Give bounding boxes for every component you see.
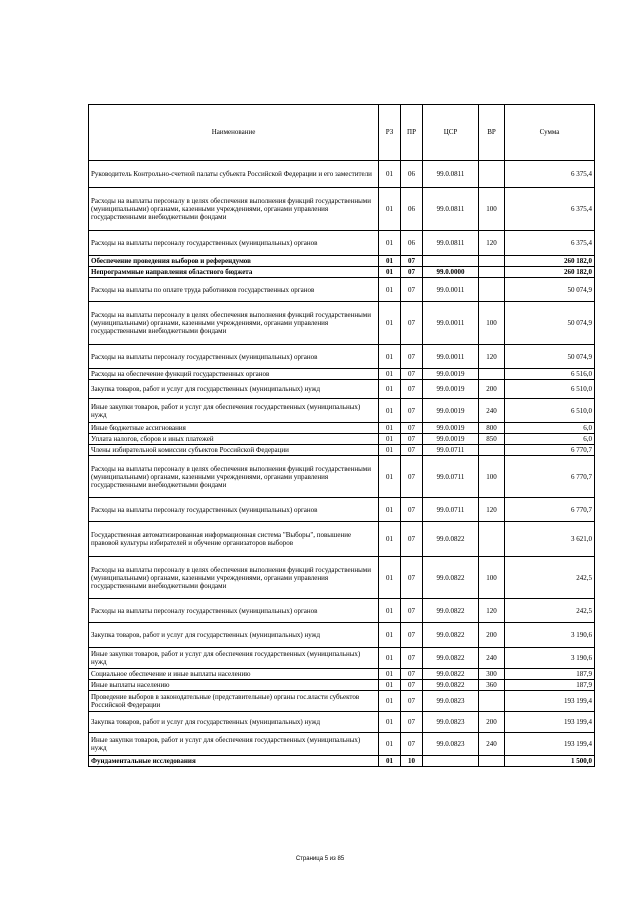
cell-name: Расходы на выплаты персоналу государственных (муниципальных) органов bbox=[89, 231, 379, 256]
cell-vr: 120 bbox=[479, 498, 505, 522]
cell-pr: 10 bbox=[401, 756, 423, 767]
cell-sum: 3 621,0 bbox=[505, 522, 595, 557]
cell-rz: 01 bbox=[379, 256, 401, 267]
cell-vr bbox=[479, 161, 505, 188]
cell-name: Иные закупки товаров, работ и услуг для обеспечения государственных (муниципальных) нужд bbox=[89, 648, 379, 669]
cell-csr: 99.0.0822 bbox=[423, 648, 479, 669]
cell-csr: 99.0.0822 bbox=[423, 680, 479, 691]
table-row bbox=[89, 369, 595, 380]
cell-rz: 01 bbox=[379, 712, 401, 733]
cell-sum: 6 516,0 bbox=[505, 369, 595, 380]
cell-csr: 99.0.0823 bbox=[423, 691, 479, 712]
cell-name: Расходы на выплаты персоналу в целях обеспечения выполнения функций государственными (муниципальными) органами, казенными учреждениями, органами управления государственными внебюджетными фондами bbox=[89, 557, 379, 599]
table-row bbox=[89, 680, 595, 691]
cell-pr: 07 bbox=[401, 369, 423, 380]
header-csr: ЦСР bbox=[423, 105, 479, 161]
cell-rz: 01 bbox=[379, 599, 401, 623]
cell-vr: 200 bbox=[479, 380, 505, 399]
cell-csr: 99.0.0019 bbox=[423, 369, 479, 380]
budget-table bbox=[88, 104, 595, 767]
table-row bbox=[89, 599, 595, 623]
cell-sum: 50 074,9 bbox=[505, 302, 595, 345]
cell-rz: 01 bbox=[379, 161, 401, 188]
cell-name: Уплата налогов, сборов и иных платежей bbox=[89, 434, 379, 445]
cell-vr: 100 bbox=[479, 456, 505, 498]
cell-vr bbox=[479, 369, 505, 380]
cell-vr: 240 bbox=[479, 733, 505, 756]
cell-vr: 360 bbox=[479, 680, 505, 691]
cell-name: Фундаментальные исследования bbox=[89, 756, 379, 767]
cell-csr: 99.0.0711 bbox=[423, 445, 479, 456]
cell-name: Закупка товаров, работ и услуг для государственных (муниципальных) нужд bbox=[89, 712, 379, 733]
cell-name: Члены избирательной комиссии субъектов Российской Федерации bbox=[89, 445, 379, 456]
cell-vr bbox=[479, 691, 505, 712]
cell-sum: 6,0 bbox=[505, 434, 595, 445]
cell-pr: 07 bbox=[401, 498, 423, 522]
cell-pr: 07 bbox=[401, 648, 423, 669]
table-row bbox=[89, 733, 595, 756]
cell-sum: 6 375,4 bbox=[505, 188, 595, 231]
cell-name: Расходы на выплаты персоналу государственных (муниципальных) органов bbox=[89, 599, 379, 623]
table-row bbox=[89, 498, 595, 522]
cell-pr: 07 bbox=[401, 733, 423, 756]
cell-csr: 99.0.0011 bbox=[423, 302, 479, 345]
cell-csr: 99.0.0711 bbox=[423, 456, 479, 498]
cell-rz: 01 bbox=[379, 680, 401, 691]
cell-rz: 01 bbox=[379, 345, 401, 369]
table-row bbox=[89, 345, 595, 369]
cell-csr: 99.0.0011 bbox=[423, 345, 479, 369]
cell-sum: 6 770,7 bbox=[505, 456, 595, 498]
cell-csr: 99.0.0822 bbox=[423, 557, 479, 599]
cell-name: Иные закупки товаров, работ и услуг для обеспечения государственных (муниципальных) нужд bbox=[89, 733, 379, 756]
cell-sum: 6 510,0 bbox=[505, 399, 595, 423]
cell-sum: 50 074,9 bbox=[505, 345, 595, 369]
cell-pr: 07 bbox=[401, 434, 423, 445]
cell-pr: 07 bbox=[401, 599, 423, 623]
cell-sum: 193 199,4 bbox=[505, 733, 595, 756]
cell-rz: 01 bbox=[379, 691, 401, 712]
cell-name: Расходы на выплаты персоналу в целях обеспечения выполнения функций государственными (муниципальными) органами, казенными учреждениями, органами управления государственными внебюджетными фондами bbox=[89, 302, 379, 345]
cell-vr: 800 bbox=[479, 423, 505, 434]
cell-csr bbox=[423, 256, 479, 267]
cell-pr: 07 bbox=[401, 302, 423, 345]
cell-pr: 07 bbox=[401, 445, 423, 456]
cell-pr: 07 bbox=[401, 691, 423, 712]
cell-csr: 99.0.0019 bbox=[423, 399, 479, 423]
cell-pr: 07 bbox=[401, 522, 423, 557]
cell-pr: 06 bbox=[401, 161, 423, 188]
cell-pr: 07 bbox=[401, 680, 423, 691]
cell-csr: 99.0.0822 bbox=[423, 623, 479, 648]
cell-rz: 01 bbox=[379, 623, 401, 648]
cell-sum: 260 182,0 bbox=[505, 267, 595, 278]
cell-rz: 01 bbox=[379, 188, 401, 231]
cell-rz: 01 bbox=[379, 399, 401, 423]
cell-vr bbox=[479, 256, 505, 267]
cell-sum: 193 199,4 bbox=[505, 691, 595, 712]
cell-csr: 99.0.0711 bbox=[423, 498, 479, 522]
cell-csr: 99.0.0019 bbox=[423, 423, 479, 434]
table-row bbox=[89, 423, 595, 434]
table-row bbox=[89, 669, 595, 680]
cell-name: Руководитель Контрольно-счетной палаты субъекта Российской Федерации и его заместители bbox=[89, 161, 379, 188]
cell-rz: 01 bbox=[379, 302, 401, 345]
cell-vr: 300 bbox=[479, 669, 505, 680]
cell-vr: 200 bbox=[479, 712, 505, 733]
cell-name: Непрограммные направления областного бюджета bbox=[89, 267, 379, 278]
table-body bbox=[89, 161, 595, 767]
table-row bbox=[89, 557, 595, 599]
cell-csr: 99.0.0011 bbox=[423, 278, 479, 302]
cell-vr: 850 bbox=[479, 434, 505, 445]
cell-name: Расходы на выплаты персоналу в целях обеспечения выполнения функций государственными (муниципальными) органами, казенными учреждениями, органами управления государственными внебюджетными фондами bbox=[89, 456, 379, 498]
cell-sum: 3 190,6 bbox=[505, 648, 595, 669]
cell-csr bbox=[423, 756, 479, 767]
cell-name: Иные закупки товаров, работ и услуг для обеспечения государственных (муниципальных) нужд bbox=[89, 399, 379, 423]
cell-pr: 07 bbox=[401, 345, 423, 369]
cell-name: Государственная автоматизированная информационная система "Выборы", повышение правовой культуры избирателей и обучение организаторов выборов bbox=[89, 522, 379, 557]
cell-csr: 99.0.0822 bbox=[423, 669, 479, 680]
cell-csr: 99.0.0019 bbox=[423, 380, 479, 399]
cell-rz: 01 bbox=[379, 423, 401, 434]
cell-rz: 01 bbox=[379, 456, 401, 498]
cell-name: Иные выплаты населению bbox=[89, 680, 379, 691]
cell-vr: 240 bbox=[479, 399, 505, 423]
cell-vr bbox=[479, 267, 505, 278]
table-row bbox=[89, 522, 595, 557]
cell-rz: 01 bbox=[379, 278, 401, 302]
cell-pr: 07 bbox=[401, 380, 423, 399]
cell-rz: 01 bbox=[379, 498, 401, 522]
cell-sum: 260 182,0 bbox=[505, 256, 595, 267]
cell-csr: 99.0.0811 bbox=[423, 231, 479, 256]
cell-pr: 06 bbox=[401, 188, 423, 231]
cell-vr: 120 bbox=[479, 599, 505, 623]
table-row bbox=[89, 231, 595, 256]
table-row bbox=[89, 302, 595, 345]
cell-csr: 99.0.0823 bbox=[423, 712, 479, 733]
cell-sum: 3 190,6 bbox=[505, 623, 595, 648]
cell-csr: 99.0.0019 bbox=[423, 434, 479, 445]
cell-rz: 01 bbox=[379, 434, 401, 445]
cell-name: Расходы на выплаты по оплате труда работников государственных органов bbox=[89, 278, 379, 302]
cell-pr: 07 bbox=[401, 623, 423, 648]
cell-csr: 99.0.0000 bbox=[423, 267, 479, 278]
table-row bbox=[89, 161, 595, 188]
table-row bbox=[89, 445, 595, 456]
cell-vr: 100 bbox=[479, 188, 505, 231]
cell-sum: 6 770,7 bbox=[505, 445, 595, 456]
cell-pr: 07 bbox=[401, 278, 423, 302]
table-row bbox=[89, 434, 595, 445]
cell-rz: 01 bbox=[379, 522, 401, 557]
cell-csr: 99.0.0822 bbox=[423, 599, 479, 623]
cell-rz: 01 bbox=[379, 369, 401, 380]
table-row bbox=[89, 648, 595, 669]
table-row bbox=[89, 380, 595, 399]
cell-pr: 07 bbox=[401, 712, 423, 733]
table-row bbox=[89, 456, 595, 498]
cell-sum: 193 199,4 bbox=[505, 712, 595, 733]
cell-csr: 99.0.0811 bbox=[423, 188, 479, 231]
cell-vr bbox=[479, 522, 505, 557]
cell-name: Расходы на выплаты персоналу государственных (муниципальных) органов bbox=[89, 345, 379, 369]
cell-pr: 07 bbox=[401, 423, 423, 434]
cell-rz: 01 bbox=[379, 733, 401, 756]
header-name: Наименование bbox=[89, 105, 379, 161]
cell-rz: 01 bbox=[379, 669, 401, 680]
header-pr: ПР bbox=[401, 105, 423, 161]
cell-name: Расходы на выплаты персоналу государственных (муниципальных) органов bbox=[89, 498, 379, 522]
cell-vr bbox=[479, 756, 505, 767]
cell-vr: 200 bbox=[479, 623, 505, 648]
cell-vr bbox=[479, 278, 505, 302]
cell-pr: 07 bbox=[401, 557, 423, 599]
table-row bbox=[89, 399, 595, 423]
cell-vr: 240 bbox=[479, 648, 505, 669]
table-row bbox=[89, 691, 595, 712]
table-row bbox=[89, 267, 595, 278]
cell-sum: 6 375,4 bbox=[505, 231, 595, 256]
cell-csr: 99.0.0811 bbox=[423, 161, 479, 188]
header-sum: Сумма bbox=[505, 105, 595, 161]
table-row bbox=[89, 756, 595, 767]
cell-pr: 07 bbox=[401, 399, 423, 423]
cell-vr bbox=[479, 445, 505, 456]
cell-pr: 07 bbox=[401, 669, 423, 680]
cell-sum: 187,9 bbox=[505, 680, 595, 691]
cell-name: Закупка товаров, работ и услуг для государственных (муниципальных) нужд bbox=[89, 380, 379, 399]
cell-sum: 187,9 bbox=[505, 669, 595, 680]
cell-name: Проведение выборов в законодательные (представительные) органы гос.власти субъектов Российской Федерации bbox=[89, 691, 379, 712]
cell-vr: 120 bbox=[479, 345, 505, 369]
cell-name: Расходы на обеспечение функций государственных органов bbox=[89, 369, 379, 380]
cell-sum: 6 770,7 bbox=[505, 498, 595, 522]
cell-sum: 6 510,0 bbox=[505, 380, 595, 399]
cell-pr: 07 bbox=[401, 456, 423, 498]
table-row bbox=[89, 256, 595, 267]
page-number: Страница 5 из 85 bbox=[295, 856, 345, 862]
cell-pr: 07 bbox=[401, 256, 423, 267]
cell-csr: 99.0.0822 bbox=[423, 522, 479, 557]
header-vr: ВР bbox=[479, 105, 505, 161]
table-row bbox=[89, 712, 595, 733]
cell-rz: 01 bbox=[379, 267, 401, 278]
table-header-row bbox=[89, 105, 595, 161]
cell-rz: 01 bbox=[379, 380, 401, 399]
cell-sum: 6 375,4 bbox=[505, 161, 595, 188]
cell-sum: 1 500,0 bbox=[505, 756, 595, 767]
cell-csr: 99.0.0823 bbox=[423, 733, 479, 756]
cell-name: Иные бюджетные ассигнования bbox=[89, 423, 379, 434]
cell-name: Обеспечение проведения выборов и референдумов bbox=[89, 256, 379, 267]
cell-sum: 242,5 bbox=[505, 557, 595, 599]
cell-sum: 6,0 bbox=[505, 423, 595, 434]
cell-rz: 01 bbox=[379, 648, 401, 669]
cell-name: Социальное обеспечение и иные выплаты населению bbox=[89, 669, 379, 680]
cell-sum: 242,5 bbox=[505, 599, 595, 623]
cell-name: Расходы на выплаты персоналу в целях обеспечения выполнения функций государственными (муниципальными) органами, казенными учреждениями, органами управления государственными внебюджетными фондами bbox=[89, 188, 379, 231]
table-row bbox=[89, 278, 595, 302]
cell-rz: 01 bbox=[379, 756, 401, 767]
cell-vr: 100 bbox=[479, 302, 505, 345]
cell-rz: 01 bbox=[379, 557, 401, 599]
cell-rz: 01 bbox=[379, 231, 401, 256]
table-row bbox=[89, 623, 595, 648]
cell-pr: 07 bbox=[401, 267, 423, 278]
cell-pr: 06 bbox=[401, 231, 423, 256]
table-row bbox=[89, 188, 595, 231]
header-rz: РЗ bbox=[379, 105, 401, 161]
cell-vr: 100 bbox=[479, 557, 505, 599]
cell-name: Закупка товаров, работ и услуг для государственных (муниципальных) нужд bbox=[89, 623, 379, 648]
cell-rz: 01 bbox=[379, 445, 401, 456]
cell-sum: 50 074,9 bbox=[505, 278, 595, 302]
cell-vr: 120 bbox=[479, 231, 505, 256]
